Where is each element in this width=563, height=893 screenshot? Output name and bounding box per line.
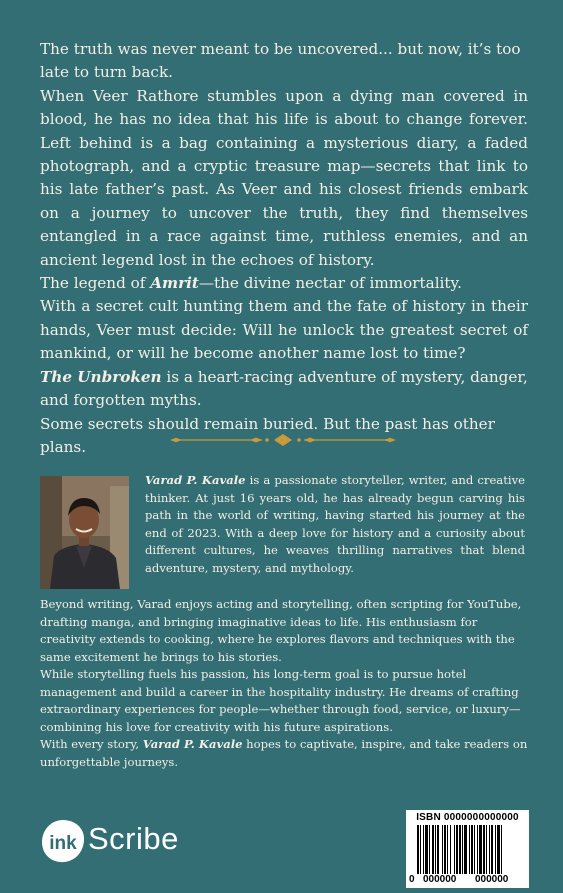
barcode-bar bbox=[425, 825, 428, 874]
isbn-right-digits: 000000 bbox=[475, 874, 509, 885]
isbn-label: ISBN 0000000000000 bbox=[416, 812, 519, 823]
barcode-bar bbox=[501, 825, 502, 874]
back-cover-blurb bbox=[40, 38, 528, 459]
barcode-bar bbox=[462, 825, 463, 874]
blurb-legend-line: The legend of Amrit—the divine nectar of immortality. bbox=[40, 274, 462, 293]
barcode-bar bbox=[447, 825, 448, 874]
isbn-first-digit: 0 bbox=[409, 874, 415, 885]
barcode-bar bbox=[442, 825, 443, 874]
author-name: Varad P. Kavale bbox=[145, 473, 246, 487]
barcode-bar bbox=[479, 825, 482, 874]
barcode-bar bbox=[444, 825, 446, 874]
publisher-logo bbox=[40, 818, 200, 868]
barcode-bar bbox=[483, 825, 485, 874]
barcode-bar bbox=[437, 825, 439, 874]
amrit-emphasis: Amrit bbox=[150, 274, 199, 293]
author-name-closing: Varad P. Kavale bbox=[142, 737, 243, 751]
barcode-bar bbox=[420, 825, 421, 874]
barcode-bar bbox=[459, 825, 461, 874]
blurb-closing-line: Some secrets should remain buried. But the past has other plans. bbox=[40, 414, 495, 456]
barcode-bar bbox=[456, 825, 458, 874]
bio-paragraph-interests: Beyond writing, Varad enjoys acting and storytelling, often scripting for YouTube, drafting manga, and bringing imaginative ideas to life. His enthusiasm for creativity extends to cooking, where he explores flavors and techniques with the same excitement he brings to his stories. bbox=[40, 597, 522, 664]
author-bio-continued bbox=[40, 596, 528, 771]
barcode-bar bbox=[464, 825, 467, 874]
blurb-book-description: The Unbroken is a heart-racing adventure of mystery, danger, and forgotten myths. bbox=[40, 367, 528, 410]
publisher-wordmark: Scribe bbox=[88, 821, 179, 856]
barcode-bar bbox=[417, 825, 419, 874]
barcode-bar bbox=[477, 825, 478, 874]
ink-blob-icon bbox=[40, 818, 86, 864]
bio-paragraph-goals: While storytelling fuels his passion, his long-term goal is to pursue hotel management and build a career in the hospitality industry. He dreams of crafting extraordinary experiences for people—whether through food, service, or luxury—combining his love for creativity with his future aspirations. bbox=[40, 667, 521, 734]
blurb-stakes: With a secret cult hunting them and the fate of history in their hands, Veer must decide: Will he unlock the greatest secret of mankind, or will he become another name lost to time? bbox=[40, 297, 528, 363]
bio-paragraph-closing: With every story, Varad P. Kavale hopes to captivate, inspire, and take readers on unforgettable journeys. bbox=[40, 737, 528, 769]
barcode-bar bbox=[486, 825, 487, 874]
barcode-bar bbox=[491, 825, 493, 874]
barcode-bars-icon bbox=[417, 825, 523, 874]
book-title-emphasis: The Unbroken bbox=[40, 367, 162, 386]
barcode-bar bbox=[471, 825, 473, 874]
logo-mark-text: ink bbox=[49, 833, 77, 854]
author-photo bbox=[40, 476, 129, 589]
isbn-left-digits: 000000 bbox=[423, 874, 457, 885]
ornamental-divider-icon bbox=[170, 433, 396, 447]
barcode-bar bbox=[435, 825, 436, 874]
barcode-bar bbox=[454, 825, 455, 874]
author-bio-intro: Varad P. Kavale is a passionate storyteller, writer, and creative thinker. At just 16 years old, he has already begun carving his path in the world of writing, having started his journey at the end of 2023. With a deep love for history and a curiosity about different cultures, he weaves thrilling narratives that blend adventure, mystery, and mythology. bbox=[145, 473, 525, 575]
blurb-tagline: The truth was never meant to be uncovered... but now, it’s too late to turn back. bbox=[40, 40, 521, 82]
barcode-bar bbox=[469, 825, 470, 874]
barcode-bar bbox=[432, 825, 434, 874]
isbn-barcode bbox=[406, 810, 529, 888]
blurb-synopsis: When Veer Rathore stumbles upon a dying man covered in blood, he has no idea that his life is about to change forever. Left behind is a bag containing a mysterious diary, a faded photograph, and a cryptic treasure map—secrets that link to his late father’s past. As Veer and his closest friends embark on a journey to uncover the truth, they find themselves entangled in a race against time, ruthless enemies, and an ancient legend lost in the echoes of history. bbox=[40, 86, 528, 269]
barcode-bar bbox=[497, 825, 500, 874]
barcode-bar bbox=[450, 825, 451, 874]
barcode-bar bbox=[429, 825, 430, 874]
barcode-bar bbox=[474, 825, 475, 874]
barcode-bar bbox=[495, 825, 496, 874]
barcode-bar bbox=[489, 825, 490, 874]
barcode-bar bbox=[423, 825, 424, 874]
author-portrait-icon bbox=[40, 476, 129, 589]
